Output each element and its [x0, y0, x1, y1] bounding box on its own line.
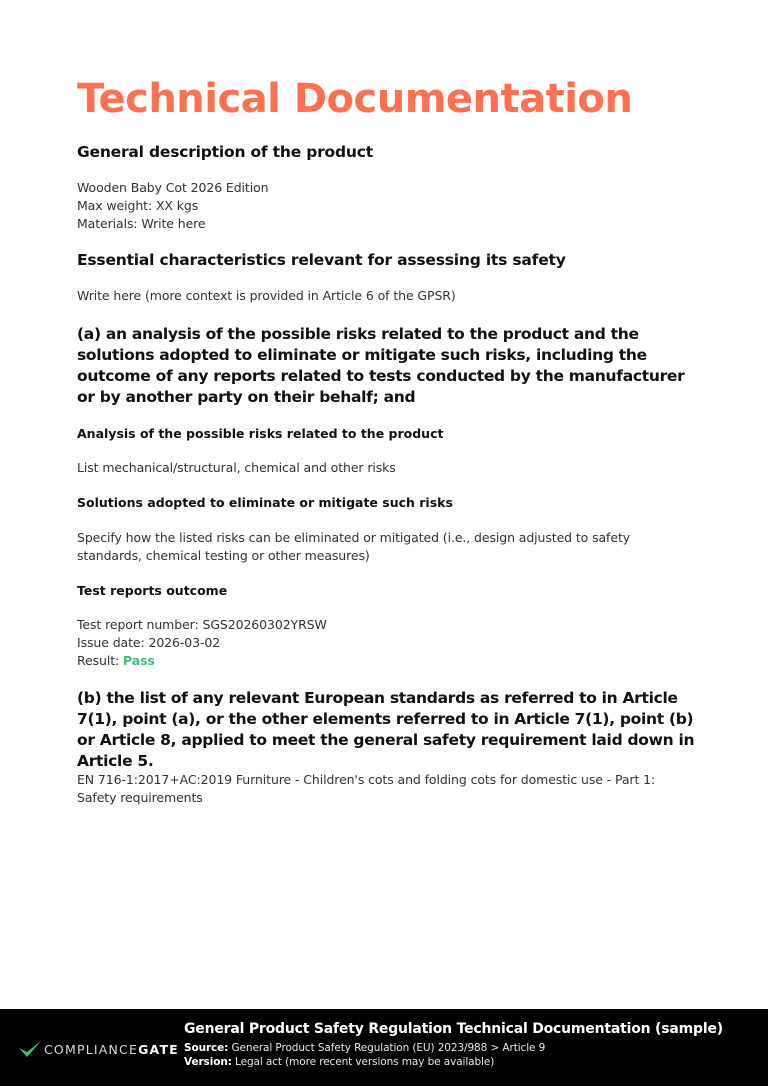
standards-heading: (b) the list of any relevant European standards as referred to in Article 7(1), point (a), or the other elements referred to in Article 7(1), point (b) or Article 8, applied to meet the general safety requirement laid down in Article 5. — [77, 689, 695, 770]
logo-text-light: COMPLIANCE — [44, 1041, 139, 1057]
standards-text: EN 716-1:2017+AC:2019 Furniture - Children's cots and folding cots for domestic use - Part 1: Safety requirements — [77, 772, 656, 805]
essential-characteristics-heading: Essential characteristics relevant for assessing its safety — [77, 251, 566, 269]
general-description-heading: General description of the product — [77, 143, 373, 161]
source-label: Source: — [184, 1042, 229, 1054]
max-weight: Max weight: XX kgs — [77, 198, 199, 213]
test-reports-heading: Test reports outcome — [77, 583, 228, 598]
analysis-line: List mechanical/structural, chemical and other risks — [77, 460, 396, 475]
check-icon — [18, 1039, 42, 1059]
result-label: Result: — [77, 653, 124, 668]
essential-characteristics-text — [77, 287, 697, 305]
test-reports-body — [77, 616, 697, 670]
report-number: Test report number: SGS20260302YRSW — [77, 617, 327, 632]
solutions-text: Specify how the listed risks can be eliminated or mitigated (i.e., design adjusted to safety standards, chemical testing or other measures) — [77, 530, 631, 563]
analysis-text — [77, 459, 697, 477]
solutions-heading: Solutions adopted to eliminate or mitigate such risks — [77, 495, 453, 510]
footer-source — [184, 1042, 545, 1054]
result-line — [77, 652, 697, 670]
result-status-badge: Pass — [123, 653, 155, 668]
document-title: Technical Documentation — [77, 76, 633, 122]
version-label: Version: — [184, 1056, 232, 1068]
product-name: Wooden Baby Cot 2026 Edition — [77, 180, 269, 195]
version-value: Legal act (more recent versions may be available) — [231, 1056, 495, 1068]
general-description-body — [77, 179, 697, 233]
footer-version — [184, 1056, 494, 1068]
source-value: General Product Safety Regulation (EU) 2023/988 > Article 9 — [228, 1042, 546, 1054]
footer — [0, 1009, 768, 1086]
issue-date: Issue date: 2026-03-02 — [77, 635, 221, 650]
materials: Materials: Write here — [77, 216, 206, 231]
logo-text — [44, 1042, 179, 1057]
analysis-heading: Analysis of the possible risks related to the product — [77, 426, 444, 441]
compliancegate-logo — [18, 1039, 179, 1059]
logo-text-bold: GATE — [138, 1041, 179, 1057]
footer-title: General Product Safety Regulation Technical Documentation (sample) — [184, 1021, 723, 1037]
risk-analysis-heading: (a) an analysis of the possible risks related to the product and the solutions adopted to eliminate or mitigate such risks, including the outcome of any reports related to tests conducted by the manufacturer or by another party on their behalf; and — [77, 325, 685, 406]
essential-characteristics-line: Write here (more context is provided in Article 6 of the GPSR) — [77, 288, 456, 303]
